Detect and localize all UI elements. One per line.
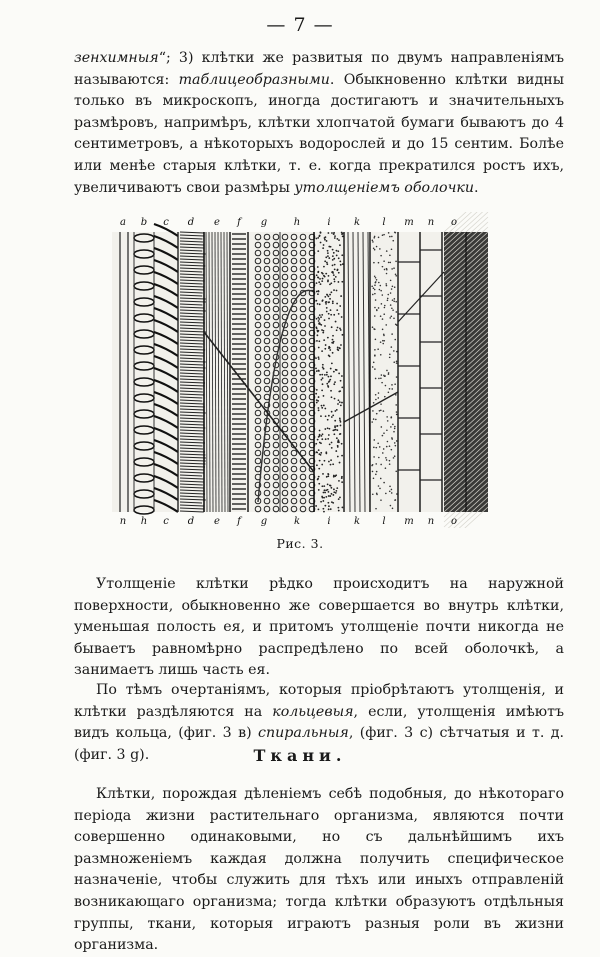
figure-top-column-label: o bbox=[450, 217, 458, 228]
figure-bottom-column-label: h bbox=[140, 516, 148, 527]
paragraph-cell-size bbox=[74, 48, 564, 199]
figure-bottom-column-label: o bbox=[450, 516, 458, 527]
italic-term: зенхимныя bbox=[74, 50, 159, 66]
figure-top-column-label: g bbox=[260, 217, 268, 228]
figure-bottom-column-label: c bbox=[163, 516, 169, 527]
section-heading: Ткани. bbox=[253, 746, 347, 765]
italic-term: кольцевыя bbox=[272, 703, 354, 720]
italic-term: утолщеніемъ оболочки bbox=[294, 179, 475, 196]
figure-top-column-label: k bbox=[353, 217, 361, 228]
text-run: По тѣмъ очертаніямъ, которыя пріобрѣтаютъ утолщенія, и клѣтки раздѣляются на bbox=[74, 682, 564, 720]
paragraph-thickening: Утолщеніе клѣтки рѣдко происходитъ на наружной поверхности, обыкновенно же совершается во внутрь клѣтки, уменьшая полость ея, и притомъ утолщеніе почти никогда не бываетъ равномѣрно распредѣлено по всей оболочкѣ, а занимаетъ лишь часть ея. bbox=[74, 576, 564, 679]
figure-bottom-column-label: n bbox=[119, 516, 127, 527]
figure-top-column-label: m bbox=[404, 217, 414, 228]
figure-bottom-column-label: k bbox=[293, 516, 301, 527]
figure-bottom-column-label: k bbox=[353, 516, 361, 527]
text-run: “; 3) клѣтки же развитыя по двумъ направленіямъ называются: bbox=[74, 50, 564, 88]
figure-bottom-column-label: i bbox=[327, 516, 331, 527]
text-run: , (фиг. 3 с) сѣтчатыя и т. д. (фиг. 3 g). bbox=[74, 725, 564, 763]
cell-wall-figure bbox=[108, 212, 492, 528]
text-run: . Обыкновенно клѣтки видны только въ микроскопъ, иногда достигаютъ и значительныхъ размѣровъ, напримѣръ, клѣтки хлопчатой бумаги бываютъ до 4 сентиметровъ, а нѣкоторыхъ водорослей и до 15 сентим. Болѣе или менѣе старыя клѣтки, т. е. когда прекратился ростъ ихъ, увеличиваютъ свои размѣры bbox=[74, 71, 564, 196]
figure-top-column-label: c bbox=[163, 217, 169, 228]
figure-illustration bbox=[108, 212, 492, 528]
figure-caption: Рис. 3. bbox=[276, 536, 324, 551]
figure-bottom-column-label: l bbox=[382, 516, 386, 527]
figure-top-column-label: h bbox=[293, 217, 301, 228]
italic-term: спиральныя bbox=[258, 725, 349, 742]
figure-top-column-label: e bbox=[214, 217, 220, 228]
figure-top-column-label: i bbox=[327, 217, 331, 228]
italic-term: таблицеобразными bbox=[178, 71, 330, 88]
figure-top-column-label: d bbox=[187, 217, 195, 228]
figure-top-column-label: a bbox=[120, 217, 126, 228]
figure-bottom-column-label: e bbox=[214, 516, 220, 527]
paragraph-tissues: Клѣтки, порождая дѣленіемъ себѣ подобныя, до нѣкотораго періода жизни растительнаго организма, являются почти совершенно одинаковыми, но съ дальнѣйшимъ ихъ размноженіемъ каждая должна получить специфическое назначеніе, чтобы служить для тѣхъ или иныхъ отправленій возникающаго организма; тогда клѣтки образуютъ отдѣльныя группы, ткани, которыя играютъ разныя роли въ жизни организма. bbox=[74, 786, 564, 954]
figure-bottom-column-label: d bbox=[187, 516, 195, 527]
text-run: , если, утолщенія имѣютъ видъ кольца, (фиг. 3 в) bbox=[74, 703, 565, 742]
figure-top-column-label: l bbox=[382, 217, 386, 228]
figure-top-column-label: b bbox=[140, 217, 148, 228]
figure-top-column-label: n bbox=[427, 217, 435, 228]
figure-bottom-column-label: m bbox=[404, 516, 414, 527]
page-number: — 7 — bbox=[266, 14, 334, 36]
figure-bottom-column-label: g bbox=[260, 516, 268, 527]
text-run: . bbox=[474, 179, 479, 196]
figure-bottom-column-label: n bbox=[427, 516, 435, 527]
figure-bottom-column-label: f bbox=[237, 516, 241, 527]
figure-top-column-label: f bbox=[237, 217, 241, 228]
